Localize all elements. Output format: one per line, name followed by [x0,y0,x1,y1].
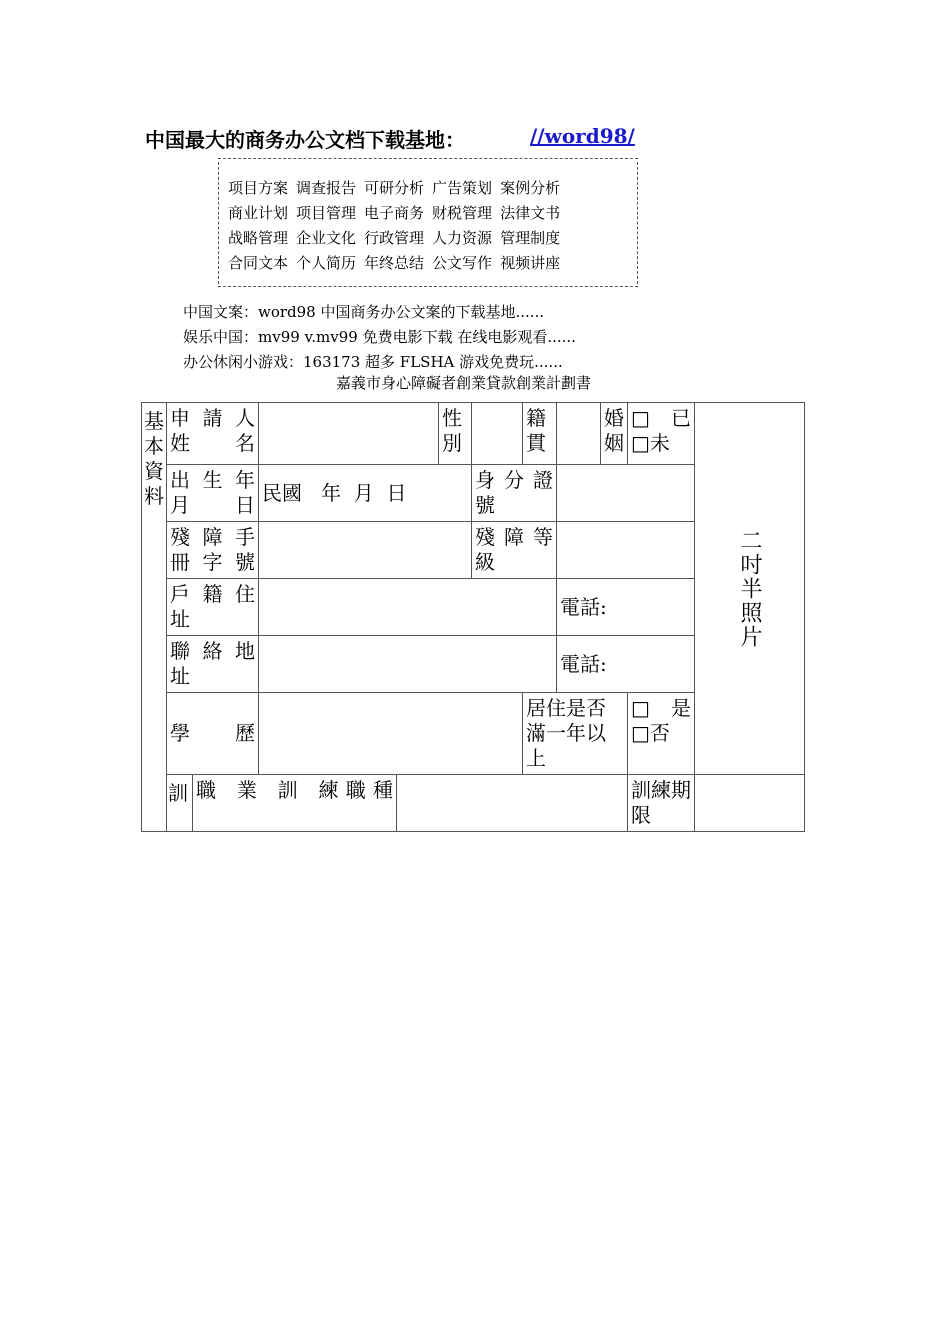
residence-option-yes[interactable]: □ 是 [631,696,691,720]
contact-address-label: 聯 絡 地 址 [167,636,259,693]
disability-book-label: 殘 障 手 冊 字 號 [167,522,259,579]
category-link[interactable]: 公文写作 [432,254,493,272]
category-link[interactable]: 财税管理 [432,204,493,222]
category-link[interactable]: 电子商务 [364,204,425,222]
residence-label: 居住是否滿一年以上 [523,693,628,775]
domicile-label: 戶 籍 住 址 [167,579,259,636]
gender-label: 性別 [439,403,472,465]
application-form [141,402,805,832]
native-place-field[interactable] [557,403,601,465]
education-field[interactable] [259,693,523,775]
disability-level-label: 殘 障 等 級 [472,522,557,579]
category-link[interactable]: 管理制度 [500,229,561,247]
category-link[interactable]: 广告策划 [432,179,493,197]
native-place-label: 籍貫 [523,403,557,465]
box-bottom-border [218,282,638,287]
category-link[interactable]: 案例分析 [500,179,561,197]
category-row [228,202,568,227]
section-char: 本 [144,434,164,458]
training-type-field[interactable] [397,775,628,832]
form-title: 嘉義市身心障礙者創業貸款創業計劃書 [336,374,592,392]
marriage-label: 婚姻 [601,403,628,465]
category-row [228,227,568,252]
category-link[interactable]: 企业文化 [296,229,357,247]
header-link[interactable]: //word98/ [530,124,635,148]
promo-line[interactable]: 中国文案：word98 中国商务办公文案的下载基地...... [183,303,545,321]
domicile-phone[interactable]: 電話: [557,579,695,636]
category-box [218,158,638,286]
category-link[interactable]: 合同文本 [228,254,289,272]
category-link[interactable]: 行政管理 [364,229,425,247]
photo-area[interactable] [695,403,805,775]
gender-field[interactable] [472,403,523,465]
birth-field[interactable]: 民國 年 月 日 [259,465,472,522]
promo-line[interactable]: 娱乐中国：mv99 v.mv99 免费电影下载 在线电影观看...... [183,328,576,346]
section-char: 資 [144,459,164,483]
box-left-border [218,162,219,284]
applicant-name-field[interactable] [259,403,439,465]
header-title: 中国最大的商务办公文档下载基地： [145,128,465,152]
category-link[interactable]: 可研分析 [364,179,425,197]
category-row [228,177,568,202]
category-link[interactable]: 视频讲座 [500,254,561,272]
residence-options[interactable] [628,693,695,775]
marriage-option-married[interactable]: □ 已 [631,406,691,430]
birth-label: 出 生 年 月 日 [167,465,259,522]
training-period-field[interactable] [695,775,805,832]
header [145,124,635,153]
training-period-label: 訓練期限 [628,775,695,832]
category-link[interactable]: 个人简历 [296,254,357,272]
section-char: 基 [144,409,164,433]
photo-label: 二吋半照片 [737,528,762,649]
disability-level-field[interactable] [557,522,695,579]
contact-address-field[interactable] [259,636,557,693]
box-top-border [218,158,638,165]
promo-line[interactable]: 办公休闲小游戏：163173 超多 FLSHA 游戏免费玩...... [183,353,563,371]
education-label: 學 歷 [167,693,259,775]
training-type-label: 職 業 訓 練職種 [193,775,397,832]
marriage-options[interactable] [628,403,695,465]
category-link[interactable]: 战略管理 [228,229,289,247]
category-link[interactable]: 商业计划 [228,204,289,222]
category-link[interactable]: 法律文书 [500,204,561,222]
residence-option-no[interactable]: □否 [631,721,670,745]
id-label: 身 分 證 號 [472,465,557,522]
contact-phone[interactable]: 電話: [557,636,695,693]
category-row [228,252,568,277]
domicile-field[interactable] [259,579,557,636]
marriage-option-single[interactable]: □未 [631,431,670,455]
training-section-char: 訓 [167,775,193,832]
box-right-border [637,162,638,284]
section-label-basic-info [142,403,167,832]
category-link[interactable]: 项目管理 [296,204,357,222]
category-link[interactable]: 人力资源 [432,229,493,247]
category-link[interactable]: 项目方案 [228,179,289,197]
applicant-name-label: 申 請 人 姓 名 [167,403,259,465]
disability-book-field[interactable] [259,522,472,579]
category-link[interactable]: 年终总结 [364,254,425,272]
category-link[interactable]: 调查报告 [296,179,357,197]
id-field[interactable] [557,465,695,522]
section-char: 料 [144,484,164,508]
